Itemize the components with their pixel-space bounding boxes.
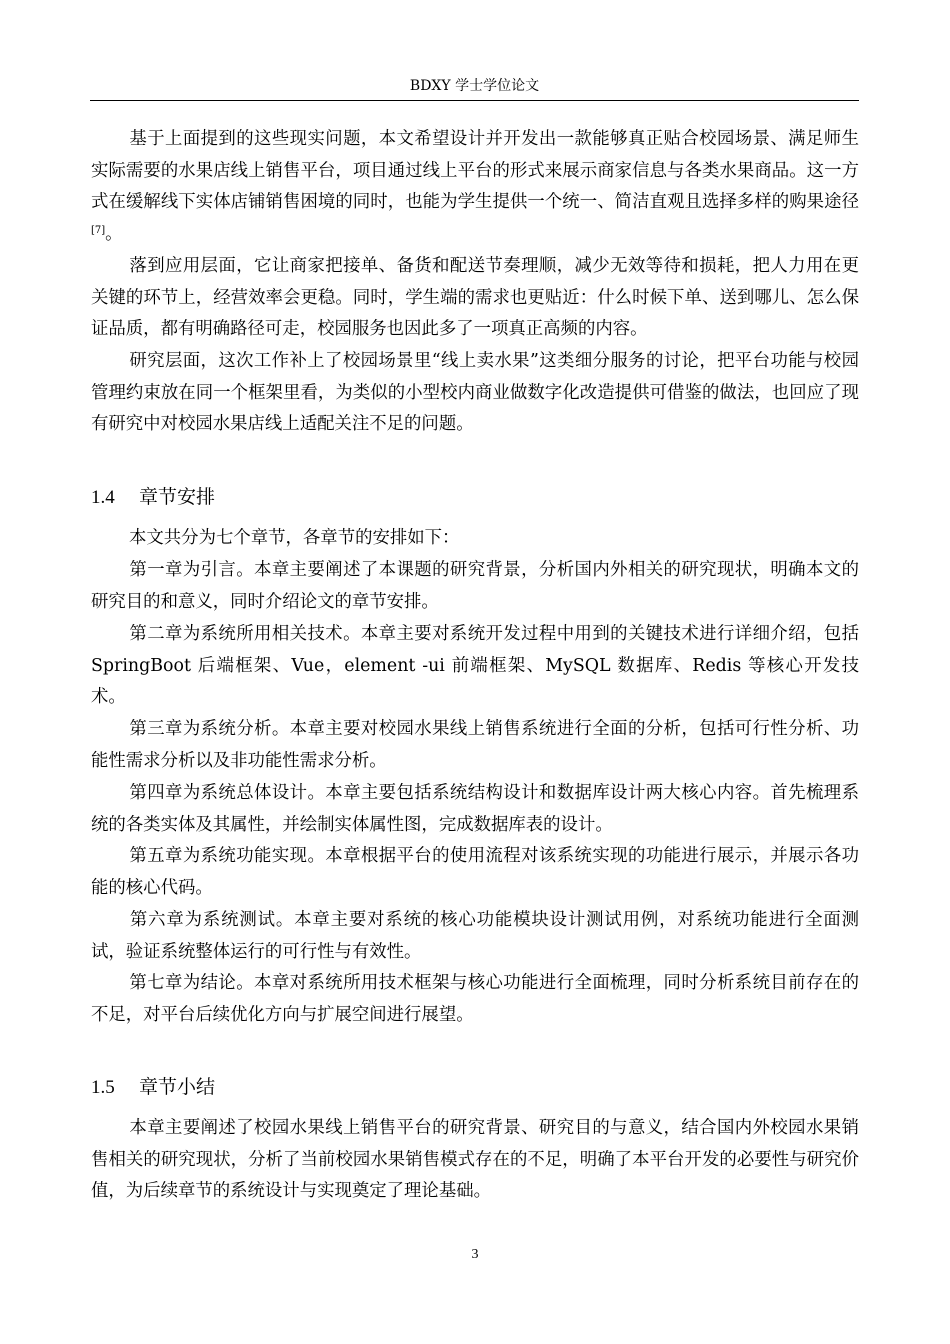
paragraph-research-text: 研究层面，这次工作补上了校园场景里“线上卖水果”这类细分服务的讨论，把平台功能与校园管理约束放在同一个框架里看，为类似的小型校内商业做数字化改造提供可借鉴的做法，也回应了现有研究中对校园水果店线上适配关注不足的问题。 [91, 351, 859, 435]
paragraph-application-text: 落到应用层面，它让商家把接单、备货和配送节奏理顺，减少无效等待和损耗，把人力用在更关键的环节上，经营效率会更稳。同时，学生端的需求也更贴近：什么时候下单、送到哪儿、怎么保证品质，都有明确路径可走，校园服务也因此多了一项真正高频的内容。 [91, 256, 859, 340]
paragraph-chapter-6 [91, 905, 859, 968]
paragraph-chapter-5 [91, 841, 859, 904]
section-heading-1-5 [91, 1074, 215, 1101]
paragraph-chapter-7 [91, 968, 859, 1031]
summary-text: 本章主要阐述了校园水果线上销售平台的研究背景、研究目的与意义，结合国内外校园水果销售相关的研究现状，分析了当前校园水果销售模式存在的不足，明确了本平台开发的必要性与研究价值，为后续章节的系统设计与实现奠定了理论基础。 [91, 1118, 859, 1202]
page-number: 3 [471, 1247, 479, 1262]
paragraph-chapter-4 [91, 778, 859, 841]
paragraph-application [91, 251, 859, 346]
paragraph-research [91, 346, 859, 441]
chapter-7-text: 第七章为结论。本章对系统所用技术框架与核心功能进行全面梳理，同时分析系统目前存在的不足，对平台后续优化方向与扩展空间进行展望。 [91, 973, 859, 1025]
section-heading-1-4 [91, 484, 215, 511]
section-number: 1.5 [91, 1077, 115, 1098]
paragraph-motivation-end: 。 [105, 224, 123, 245]
chapter-6-text: 第六章为系统测试。本章主要对系统的核心功能模块设计测试用例，对系统功能进行全面测试，验证系统整体运行的可行性与有效性。 [91, 910, 859, 962]
chapter-intro-text: 本文共分为七个章节，各章节的安排如下： [129, 528, 460, 548]
paragraph-motivation [91, 124, 859, 251]
chapter-5-text: 第五章为系统功能实现。本章根据平台的使用流程对该系统实现的功能进行展示，并展示各功能的核心代码。 [91, 846, 859, 898]
paragraph-summary [91, 1113, 859, 1208]
paragraph-chapter-1 [91, 555, 859, 618]
section-title: 章节小结 [139, 1076, 216, 1098]
chapter-2-text: 第二章为系统所用相关技术。本章主要对系统开发过程中用到的关键技术进行详细介绍，包括 SpringBoot 后端框架、Vue，element -ui 前端框架、MySQL 数据库、Redis 等核心开发技术。 [91, 624, 859, 708]
chapter-1-text: 第一章为引言。本章主要阐述了本课题的研究背景，分析国内外相关的研究现状，明确本文的研究目的和意义，同时介绍论文的章节安排。 [91, 560, 859, 612]
citation-7: [7] [91, 225, 106, 237]
section-number: 1.4 [91, 487, 115, 508]
chapter-3-text: 第三章为系统分析。本章主要对校园水果线上销售系统进行全面的分析，包括可行性分析、功能性需求分析以及非功能性需求分析。 [91, 719, 859, 771]
paragraph-chapter-3 [91, 714, 859, 777]
paragraph-chapter-intro [91, 523, 859, 555]
paragraph-motivation-text: 基于上面提到的这些现实问题，本文希望设计并开发出一款能够真正贴合校园场景、满足师生实际需要的水果店线上销售平台，项目通过线上平台的形式来展示商家信息与各类水果商品。这一方式在缓解线下实体店铺销售困境的同时，也能为学生提供一个统一、简洁直观且选择多样的购果途径 [91, 129, 859, 213]
header-rule [90, 100, 859, 101]
paragraph-chapter-2 [91, 619, 859, 714]
section-title: 章节安排 [139, 486, 216, 508]
running-header: BDXY 学士学位论文 [409, 78, 540, 94]
chapter-4-text: 第四章为系统总体设计。本章主要包括系统结构设计和数据库设计两大核心内容。首先梳理系统的各类实体及其属性，并绘制实体属性图，完成数据库表的设计。 [91, 783, 859, 835]
